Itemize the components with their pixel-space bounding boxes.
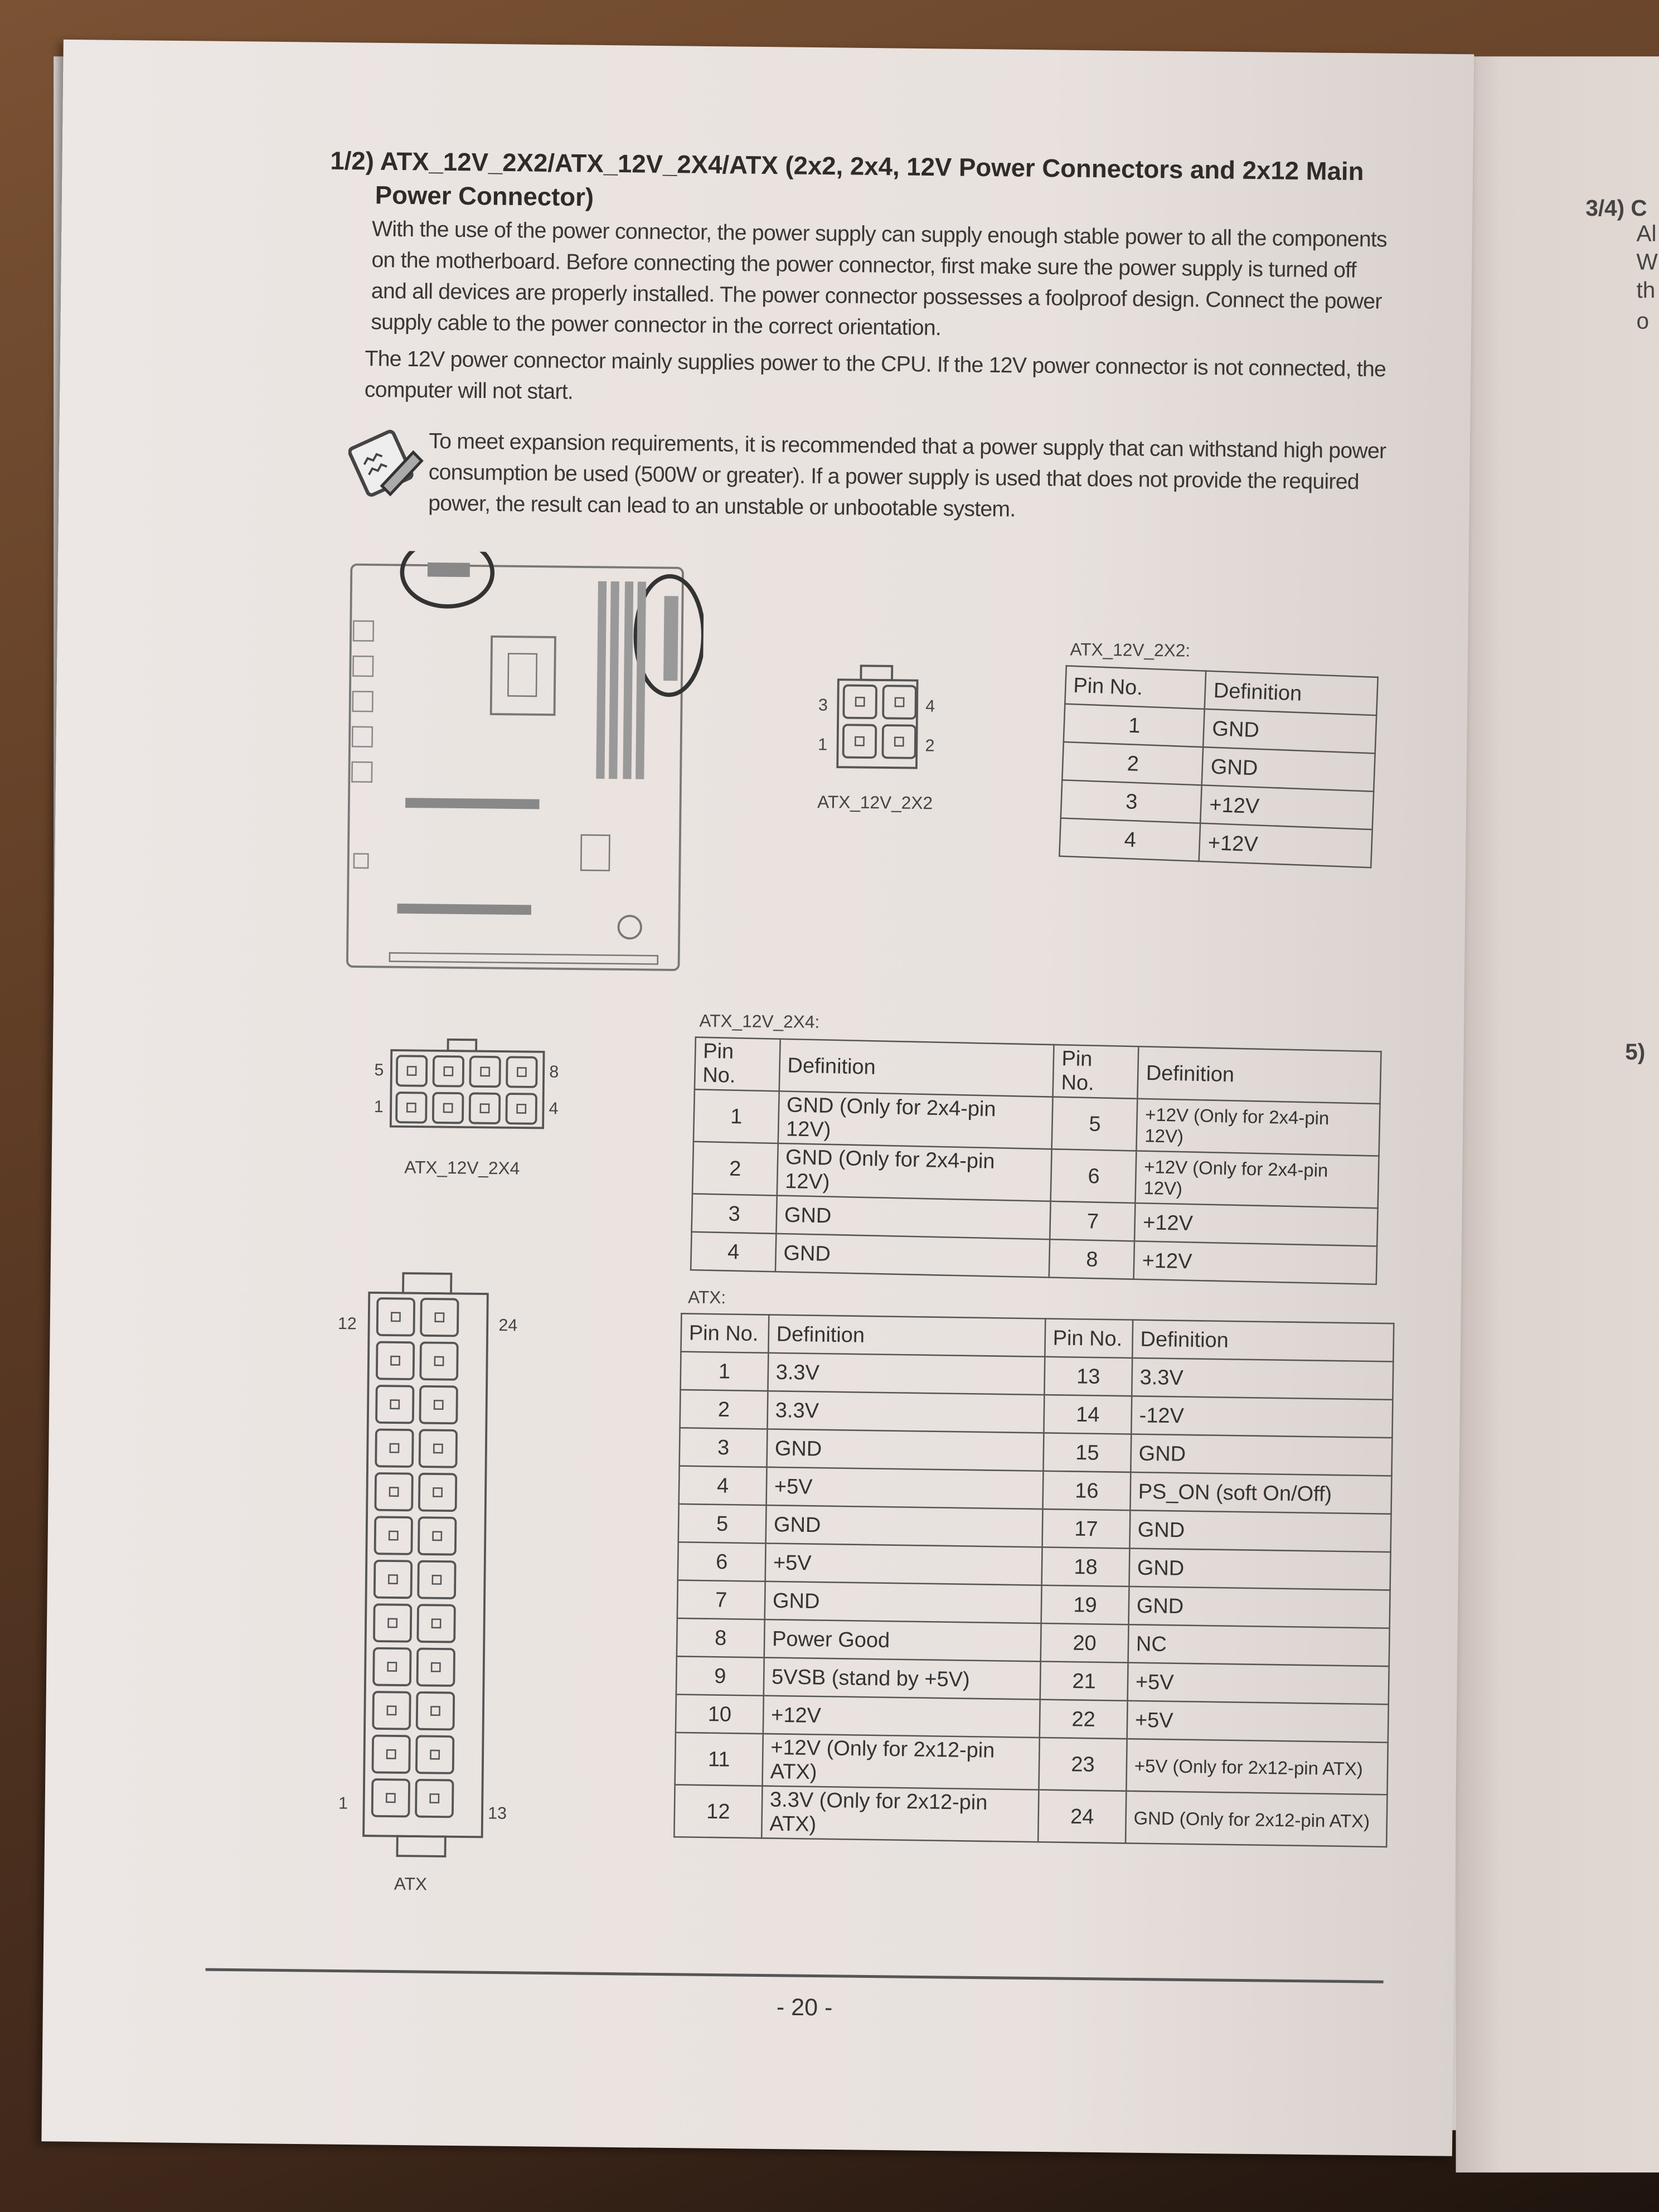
connector-pin-contact [408,1066,416,1075]
table-cell: 4 [691,1232,776,1272]
connector-pin-contact [391,1313,400,1321]
connector-pin [376,1429,413,1466]
pin-definition: +12V [763,1696,1040,1738]
pin-definition: -12V [1131,1396,1393,1438]
table-cell: +12V [1134,1241,1377,1284]
table-cell: +12V [1135,1203,1378,1246]
pin-no: 2 [1062,742,1204,785]
connector-pin-contact [388,1662,396,1671]
pin-definition: GND [1202,747,1375,792]
connector-pin [375,1561,411,1598]
pin-definition: 3.3V (Only for 2x12-pin ATX) [761,1786,1039,1842]
pin-no: 15 [1043,1433,1131,1472]
connector-pin [418,1648,454,1685]
connector-pin-contact [435,1357,443,1365]
connector-pin [843,685,876,718]
connector-pin-contact [434,1444,442,1453]
connector-pin [418,1605,454,1642]
pin-no: 24 [1038,1790,1126,1844]
table-row [675,1733,1388,1794]
right-next-label: 5) [1625,1041,1646,1065]
pin-definition: GND [1129,1549,1390,1590]
connector-pin-contact [407,1103,415,1112]
pin-definition: GND [1129,1587,1390,1628]
pin-no: 20 [1041,1623,1129,1663]
connector-pin-contact [856,697,864,706]
table-cell: +12V (Only for 2x4-pin 12V) [1136,1151,1379,1208]
pin-no: 21 [1040,1661,1128,1701]
pin-no: 6 [678,1542,766,1582]
connector-pin [373,1648,410,1685]
connector-pin [420,1430,457,1467]
pin-definition: +12V (Only for 2x12-pin ATX) [763,1734,1040,1790]
connector-pin-contact [517,1104,526,1113]
connector-pin [470,1057,500,1087]
note-pencil-icon [348,426,428,501]
pin-no: 1 [1064,704,1205,748]
right-line: Al [1636,222,1657,247]
connector-pin [506,1094,536,1124]
pin-no: 5 [678,1504,767,1544]
connector-pin-contact [481,1068,489,1076]
col-header: Definition [779,1039,1054,1097]
connector-pin [434,1056,464,1086]
connector-pin [421,1299,458,1336]
pin-label: 24 [498,1316,518,1335]
right-line: W [1636,251,1658,275]
table-cell: 1 [693,1089,779,1143]
pin-definition: 3.3V [1132,1358,1393,1400]
pin-definition: GND [1131,1434,1392,1476]
page-number: - 20 - [776,1993,833,2021]
connector-pin [417,1692,454,1729]
connector-pin-contact [444,1104,452,1112]
connector-pin [420,1386,457,1423]
table-cell: GND (Only for 2x4-pin 12V) [778,1091,1053,1149]
table-cell: 8 [1049,1239,1134,1279]
col-header: Pin No. [681,1313,769,1353]
cpu-power-connector-location [428,562,470,577]
connector-pin [374,1604,411,1641]
pin-definition: +12V [1200,823,1372,868]
pin-label: 2 [925,736,935,755]
pin-definition: GND [765,1582,1042,1623]
pin-definition: Power Good [764,1619,1041,1661]
pin-no: 12 [674,1784,762,1838]
cpu-paragraph: The 12V power connector mainly supplies power to the CPU. If the 12V power connector is not connected, the computer will not start. [364,347,1386,405]
connector-pin-contact [390,1487,398,1496]
pin-definition: +5V [1127,1701,1389,1743]
connector-pin-contact [388,1619,396,1627]
connector-pin-contact [517,1068,526,1076]
atx-12v-2x2-connector-diagram [801,654,957,797]
pin-label: 13 [488,1804,507,1823]
connector-pin [433,1093,463,1123]
col-header: Definition [1132,1320,1394,1362]
connector-pin [373,1692,410,1729]
connector-pin-contact [431,1663,440,1671]
atx-connector-location [663,596,678,681]
right-page [1456,56,1659,2172]
atx-pin-table [673,1313,1395,1847]
col-header: Pin No. [1045,1318,1133,1358]
pin-label: 4 [549,1099,559,1118]
pin-no: 19 [1041,1585,1129,1625]
connector-pin-contact [387,1750,395,1758]
section-heading: 1/2) ATX_12V_2X2/ATX_12V_2X4/ATX (2x2, 2x4, 12V Power Connectors and 2x12 Main [330,147,1364,186]
connector-pin [372,1779,409,1816]
connector-pin [507,1057,537,1087]
pin-definition: GND [1204,709,1376,754]
pin-definition: GND [767,1429,1044,1471]
right-section-label: 3/4) C [1585,197,1647,222]
table-cell: 7 [1050,1201,1136,1241]
table-cell: 6 [1051,1149,1137,1203]
connector-pin [397,1056,427,1086]
connector-pin [883,686,916,719]
pin-definition: NC [1128,1624,1390,1666]
col-header: Definition [1205,671,1378,716]
connector-pin-contact [855,737,864,745]
pin-definition: +12V [1201,785,1374,830]
motherboard-illustration [333,550,704,977]
pin-no: 18 [1042,1547,1130,1587]
connector-pin-contact [389,1575,397,1583]
connector-pin [372,1736,409,1773]
connector-pin-contact [387,1706,396,1715]
pin-no: 14 [1044,1395,1132,1434]
table-cell: GND [775,1234,1050,1278]
pin-definition: 3.3V [768,1353,1045,1395]
pin-no: 23 [1039,1738,1127,1791]
footer-rule [206,1968,1384,1983]
pin-definition: +5V [767,1467,1044,1509]
connector-pin [470,1093,500,1123]
connector-pin [375,1517,412,1554]
pin-no: 11 [675,1733,763,1786]
col-header: Pin No. [1053,1045,1139,1099]
table-cell: 5 [1052,1097,1138,1151]
pin-no: 10 [676,1695,764,1734]
pin-definition: +5V (Only for 2x12-pin ATX) [1126,1739,1388,1794]
pin-no: 3 [680,1428,768,1467]
pin-no: 16 [1043,1471,1131,1511]
right-line: o [1636,310,1650,334]
pin-definition: 5VSB (stand by +5V) [764,1657,1041,1699]
pin-no: 3 [1061,780,1202,823]
pin-definition: +5V [765,1543,1042,1585]
pin-no: 8 [677,1618,765,1658]
pin-no: 4 [679,1466,767,1506]
pin-definition: 3.3V [767,1391,1044,1433]
pin-definition: GND (Only for 2x12-pin ATX) [1126,1791,1387,1847]
connector-pin-contact [391,1400,399,1409]
col-header: Definition [1138,1046,1381,1104]
table-cell: GND [776,1196,1051,1240]
pin-label: 5 [374,1061,384,1080]
manual-page [41,40,1474,2156]
connector-pin-contact [389,1531,397,1540]
connector-pin [375,1473,412,1510]
connector-pin-contact [895,698,904,706]
table-cell: +12V (Only for 2x4-pin 12V) [1137,1099,1380,1156]
atx-12v-2x4-caption: ATX_12V_2X4 [404,1157,520,1179]
connector-pin [419,1517,455,1554]
pin-no: 4 [1059,818,1201,862]
pin-label: 1 [373,1097,384,1117]
pin-no: 2 [680,1390,768,1429]
pin-definition: +5V [1128,1663,1389,1705]
pin-label: 1 [818,735,828,754]
connector-pin-contact [430,1794,439,1802]
connector-pin [416,1736,453,1773]
highlight-circle-2x4 [402,550,493,607]
connector-pin-contact [895,738,903,746]
connector-pin [396,1093,426,1123]
atx-12v-2x2-pin-table [1059,665,1379,869]
table-cell: 3 [692,1194,777,1233]
connector-pin-contact [431,1707,439,1715]
connector-pin [376,1386,413,1423]
connector-pin-contact [435,1313,444,1322]
connector-pin-contact [481,1104,489,1113]
col-header: Pin No. [695,1037,780,1092]
col-header: Definition [768,1315,1045,1357]
right-line: th [1636,279,1656,304]
section-heading-cont: Power Connector) [375,181,594,212]
connector-pin [416,1780,453,1817]
pin-no: 7 [677,1580,765,1620]
pin-label: 1 [338,1794,348,1813]
table-2x2-title: ATX_12V_2X2: [1070,639,1191,661]
connector-pin-contact [433,1488,442,1496]
pin-label: 8 [549,1063,559,1081]
table-cell: 2 [692,1142,778,1196]
connector-pin [420,1342,457,1379]
atx-12v-2x2-caption: ATX_12V_2X2 [817,792,933,813]
connector-pin-contact [444,1067,453,1075]
pin-no: 9 [676,1656,764,1696]
pin-no: 13 [1044,1357,1132,1396]
pin-definition: GND [1129,1510,1391,1552]
pin-no: 1 [681,1352,769,1391]
pin-label: 3 [818,696,828,715]
connector-pin-contact [386,1794,395,1802]
table-atx-title: ATX: [687,1287,726,1308]
table-cell: GND (Only for 2x4-pin 12V) [777,1143,1052,1201]
pin-label: 4 [925,697,935,716]
connector-pin [418,1561,455,1598]
pin-definition: PS_ON (soft On/Off) [1130,1472,1391,1514]
intro-paragraph: With the use of the power connector, the power supply can supply enough stable power to all the components on the motherboard. Before connecting the power connector, first make sure the power supply is turned off and all devices are properly installed. The power connector possesses a foolproof design. Connect the power supply cable to the power connector in the correct orientation. [371,217,1388,341]
pin-no: 17 [1042,1509,1131,1549]
connector-pin [882,725,915,758]
connector-pin [843,725,876,758]
power-supply-note: To meet expansion requirements, it is recommended that a power supply that can withstand high power consumption be used (500W or greater). If a power supply is used that does not provide the required power, the result can lead to an unstable or unbootable system. [428,430,1386,522]
connector-pin-contact [433,1575,441,1584]
table-row [674,1784,1387,1846]
pin-no: 22 [1040,1700,1128,1739]
connector-pin-contact [390,1444,399,1452]
col-header: Pin No. [1065,666,1206,709]
table-2x4-title: ATX_12V_2X4: [699,1011,820,1032]
atx-caption: ATX [394,1874,428,1895]
pin-definition: GND [766,1505,1043,1547]
atx-12v-2x4-pin-table [690,1036,1382,1285]
atx-24pin-connector-diagram [324,1267,528,1876]
connector-pin [419,1474,456,1511]
connector-pin-contact [432,1619,440,1628]
connector-pin-contact [434,1400,443,1409]
pin-label: 12 [337,1314,357,1333]
connector-pin [377,1298,414,1335]
connector-pin [377,1342,414,1379]
connector-pin-contact [391,1356,399,1365]
connector-pin-contact [430,1750,439,1759]
atx-12v-2x4-connector-diagram [360,1030,573,1145]
connector-pin-contact [433,1532,442,1540]
